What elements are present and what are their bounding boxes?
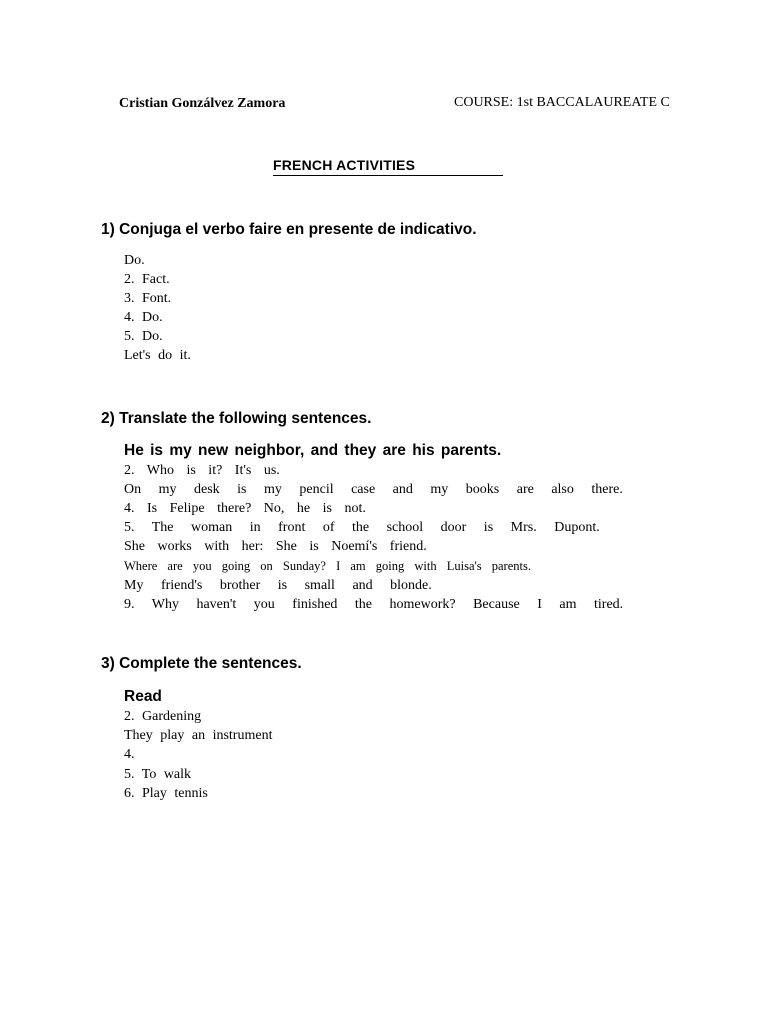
- section-1-answer-5: 5. Do.: [124, 329, 163, 344]
- section-1-answer-3: 3. Font.: [124, 291, 172, 306]
- document-title: FRENCH ACTIVITIES: [273, 157, 503, 176]
- course-label: COURSE: 1st BACCALAUREATE C: [454, 95, 670, 110]
- section-1-answer-6: Let's do it.: [124, 348, 191, 363]
- section-2-answer-8: My friend's brother is small and blonde.: [124, 578, 432, 593]
- section-2-answer-3: On my desk is my pencil case and my books are also there.: [124, 482, 623, 497]
- section-2-answer-4: 4. Is Felipe there? No, he is not.: [124, 501, 366, 516]
- section-3-answer-3: They play an instrument: [124, 728, 273, 743]
- section-2-answer-6: She works with her: She is Noemí's friend.: [124, 539, 427, 554]
- section-3-answer-4: 4.: [124, 747, 135, 762]
- section-1-answer-1: Do.: [124, 253, 145, 268]
- section-2-answer-5: 5. The woman in front of the school door is Mrs. Dupont.: [124, 520, 600, 535]
- section-2-answer-7: Where are you going on Sunday? I am going with Luisa's parents.: [124, 559, 531, 573]
- section-2-heading: 2) Translate the following sentences.: [101, 410, 372, 427]
- section-3-answer-5: 5. To walk: [124, 767, 192, 782]
- section-2-answer-1: He is my new neighbor, and they are his parents.: [124, 442, 502, 459]
- section-2-answer-9: 9. Why haven't you finished the homework? Because I am tired.: [124, 597, 624, 612]
- section-1-answer-2: 2. Fact.: [124, 272, 170, 287]
- author-name: Cristian Gonzálvez Zamora: [119, 96, 286, 111]
- section-3-answer-1: Read: [124, 688, 162, 705]
- section-1-answer-4: 4. Do.: [124, 310, 163, 325]
- section-1-heading: 1) Conjuga el verbo faire en presente de indicativo.: [101, 221, 477, 238]
- section-3-answer-2: 2. Gardening: [124, 709, 202, 724]
- section-3-answer-6: 6. Play tennis: [124, 786, 208, 801]
- section-2-answer-2: 2. Who is it? It's us.: [124, 463, 280, 478]
- section-3-heading: 3) Complete the sentences.: [101, 655, 302, 672]
